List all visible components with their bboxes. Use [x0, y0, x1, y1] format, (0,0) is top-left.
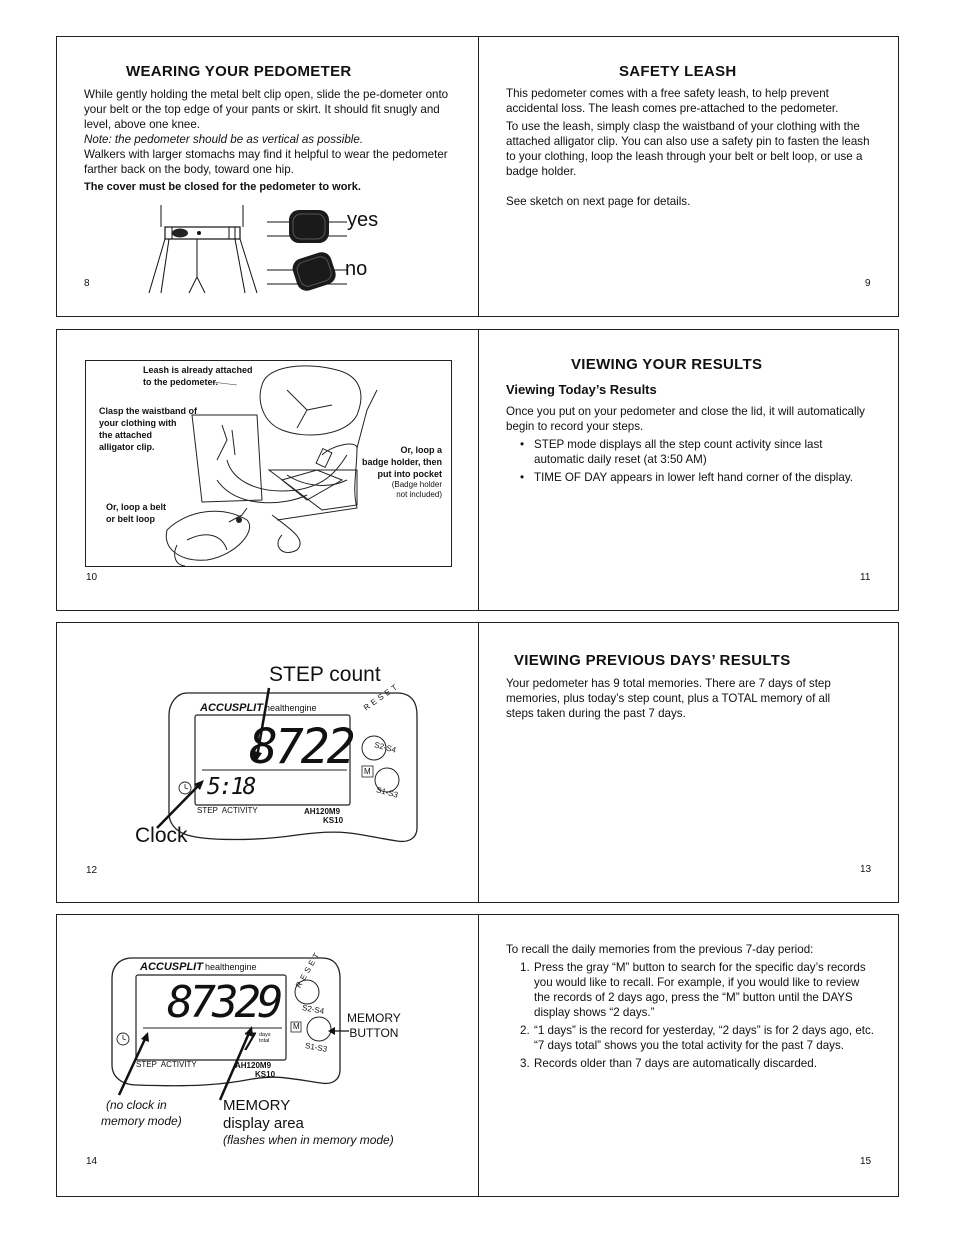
- page-9-body: [506, 86, 874, 209]
- step-reading: 8722: [249, 719, 353, 775]
- page-9-title: SAFETY LEASH: [619, 63, 737, 80]
- page-9-para2: To use the leash, simply clasp the waistband of your clothing with the attached alligator clip. You can also use a safety pin to fasten the leash to your clothing, loop the leash through your belt or belt loop, or use a badge holder.: [506, 120, 870, 178]
- list-item: 1. Press the gray “M” button to search for the specific day’s records you would like to recall. For example, if you would like to review the records of 2 days ago, press the “M” button until the DAYS display shows “2 days.”: [520, 961, 866, 1019]
- page-number: 12: [86, 865, 98, 876]
- page-number: 14: [86, 1156, 98, 1167]
- s2s4-label: S2-S4: [301, 1003, 325, 1016]
- page-number: 10: [86, 572, 98, 583]
- no-clock-note: (no clock in memory mode): [101, 1098, 182, 1128]
- page-8-note: Note: the pedometer should be as vertical as possible.: [84, 133, 364, 146]
- leash-label-attached: Leash is already attached to the pedometer.: [143, 365, 253, 387]
- page-11-body: [506, 404, 874, 485]
- yes-label: yes: [347, 209, 379, 231]
- page-number: 9: [865, 278, 871, 289]
- page-13-title: VIEWING PREVIOUS DAYS’ RESULTS: [514, 652, 791, 669]
- time-reading: 5:18: [207, 774, 255, 800]
- step-count-label: STEP count: [269, 663, 381, 686]
- page-number: 13: [860, 864, 872, 875]
- page-number: 11: [860, 572, 871, 583]
- page-15-intro: To recall the daily memories from the previous 7-day period:: [506, 943, 814, 956]
- page-13-para1: Your pedometer has 9 total memories. There are 7 days of step memories, plus today’s step count, plus a TOTAL memory of all steps taken during the past 7 days.: [506, 677, 831, 720]
- m-button-label: M: [364, 767, 371, 776]
- list-item: 3. Records older than 7 days are automatically discarded.: [520, 1057, 817, 1070]
- model-label: AH120M9 KS10: [304, 807, 344, 825]
- page-15-body: [506, 942, 876, 1074]
- page-12-panel: [56, 622, 479, 903]
- model-label: AH120M9 KS10: [235, 1061, 276, 1079]
- clock-label: Clock: [135, 824, 188, 847]
- page-9-para1: This pedometer comes with a free safety leash, to help prevent accidental loss. The leash comes pre-attached to the pedometer.: [506, 87, 839, 115]
- memory-day-digit: 7: [242, 1028, 257, 1056]
- page-8-panel: [56, 36, 479, 317]
- page-11-bullets: [506, 437, 874, 485]
- page-number: 8: [84, 278, 90, 289]
- page-11-title: VIEWING YOUR RESULTS: [571, 356, 763, 373]
- list-item: • STEP mode displays all the step count activity since last automatic daily reset (at 3:50 AM): [506, 437, 874, 467]
- page-15-steps: [506, 960, 876, 1071]
- page-8-para2: Walkers with larger stomachs may find it helpful to wear the pedometer farther back on the body, toward one hip.: [84, 148, 448, 176]
- s1s3-label: S1-S3: [375, 785, 400, 800]
- no-label: no: [345, 258, 368, 280]
- flashes-note: (flashes when in memory mode): [223, 1133, 394, 1147]
- m-button-label: M: [293, 1022, 300, 1031]
- page-9-panel: [478, 36, 899, 317]
- list-item: • TIME OF DAY appears in lower left hand corner of the display.: [506, 470, 874, 485]
- page-8-bold-note: The cover must be closed for the pedometer to work.: [84, 181, 361, 193]
- page-number: 15: [860, 1156, 872, 1167]
- memory-reading: 87329: [167, 977, 280, 1028]
- page-11-para1: Once you put on your pedometer and close the lid, it will automatically begin to record your steps.: [506, 405, 865, 433]
- page-9-para3: See sketch on next page for details.: [506, 195, 691, 208]
- mode-label: STEP ACTIVITY: [197, 806, 258, 815]
- belt-illustration: [57, 37, 480, 318]
- memory-area-label: MEMORY display area: [223, 1097, 304, 1132]
- page-14-panel: [56, 914, 479, 1197]
- reset-label: RESET: [362, 681, 402, 713]
- pedometer-brand: ACCUSPLIT healthengine: [140, 961, 257, 973]
- leash-label-clasp: Clasp the waistband of your clothing with the attached alligator clip.: [99, 406, 198, 452]
- page-11-subtitle: Viewing Today’s Results: [506, 382, 657, 397]
- s2s4-label: S2-S4: [373, 740, 398, 755]
- s1s3-label: S1-S3: [304, 1041, 328, 1054]
- memory-button-label: MEMORY BUTTON: [347, 1011, 401, 1040]
- page-15-panel: [478, 914, 899, 1197]
- pedometer-memory-illustration: [57, 915, 480, 1198]
- mode-label: STEP ACTIVITY: [136, 1060, 197, 1069]
- reset-label: RESET: [294, 948, 323, 990]
- list-item: 2. “1 days” is the record for yesterday, “2 days” is for 2 days ago, etc. “7 days total” shows you the total activity for the past 7 days.: [520, 1024, 875, 1052]
- leash-label-badge: Or, loop a badge holder, then put into pocket (Badge holder not included): [361, 445, 442, 499]
- days-total-label: days total: [259, 1032, 271, 1044]
- page-8-title: WEARING YOUR PEDOMETER: [126, 63, 352, 80]
- page-11-panel: [478, 329, 899, 611]
- leash-label-belt: Or, loop a belt or belt loop: [106, 502, 167, 524]
- page-13-panel: [478, 622, 899, 903]
- page-10-panel: [56, 329, 479, 611]
- pedometer-brand: ACCUSPLIT healthengine: [200, 702, 317, 714]
- page-8-para1: While gently holding the metal belt clip open, slide the pe-dometer onto your belt or the top edge of your pants or skirt. It should fit snugly and level, above one knee.: [84, 88, 449, 131]
